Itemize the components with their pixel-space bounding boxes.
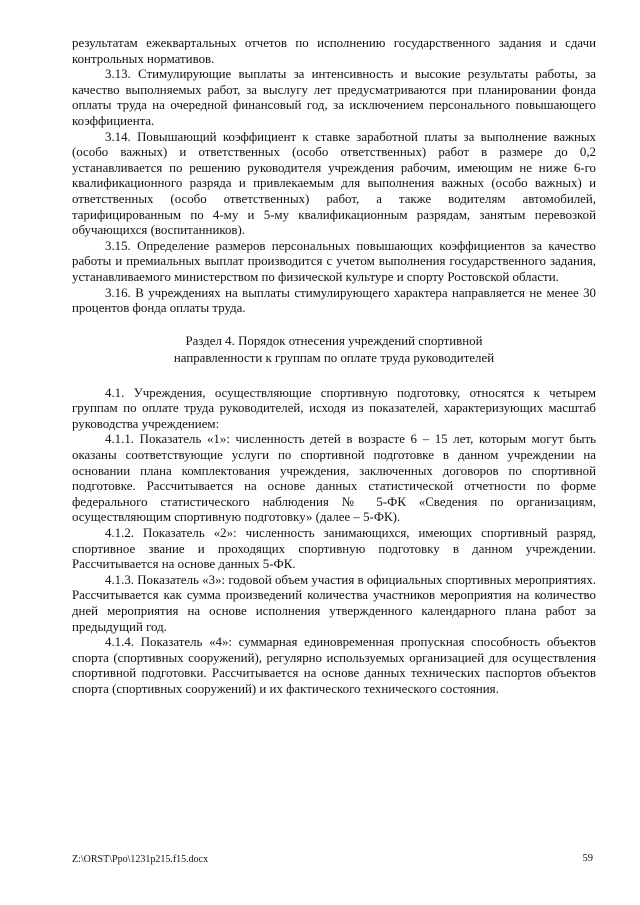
paragraph-4-1-1: 4.1.1. Показатель «1»: численность детей в возрасте 6 – 15 лет, которым могут быть оказаны соответствующие услуги по спортивной подготовке в данном учреждении на основании плана комплектования учреждения, заключенных договоров по спортивной подготовке. Рассчитывается на основе данных статистической отчетности по форме федерального статистического наблюдения № 5-ФК «Сведения по организациям, осуществляющим спортивную подготовку» (далее – 5-ФК). bbox=[72, 432, 596, 525]
paragraph-3-14: 3.14. Повышающий коэффициент к ставке заработной платы за выполнение важных (особо важных) и ответственных (особо ответственных) работ в размере до 0,2 устанавливается по решению руководителя учреждения рабочим, имеющим не ниже 6-го квалификационного разряда и привлекаемым для выполнения важных (особо важных) и ответственных (особо ответственных) работ, а также водителям автомобилей, тарифицированным по 4-му и 5-му квалификационным разрядам, занятым перевозкой обучающихся (воспитанников). bbox=[72, 129, 596, 238]
section-heading-line-2: направленности к группам по оплате труда руководителей bbox=[173, 350, 495, 365]
page-number: 59 bbox=[582, 853, 593, 864]
footer-file-path: Z:\ORST\Ppo\1231p215.f15.docx bbox=[72, 854, 209, 865]
paragraph-3-15: 3.15. Определение размеров персональных повышающих коэффициентов за качество работы и премиальных выплат производится с учетом выполнения государственного задания, устанавливаемого министерством по физической культуре и спорту Ростовской области. bbox=[72, 238, 596, 284]
paragraph-3-16: 3.16. В учреждениях на выплаты стимулирующего характера направляется не менее 30 процентов фонда оплаты труда. bbox=[72, 285, 596, 316]
paragraph-3-13: 3.13. Стимулирующие выплаты за интенсивность и высокие результаты работы, за качество выполняемых работ, за выслугу лет предусматриваются при планировании фонда оплаты труда на очередной финансовый год, за исключением персонального повышающего коэффициента. bbox=[72, 67, 596, 128]
paragraph-4-1: 4.1. Учреждения, осуществляющие спортивную подготовку, относятся к четырем группам по оплате труда руководителей, исходя из показателей, характеризующих масштаб руководства учреждением: bbox=[72, 385, 596, 431]
paragraph-4-1-2: 4.1.2. Показатель «2»: численность занимающихся, имеющих спортивный разряд, спортивное звание и проходящих спортивную подготовку в данном учреждении. Рассчитывается на основе данных 5-ФК. bbox=[72, 526, 596, 572]
section-heading bbox=[72, 333, 596, 367]
document-body bbox=[72, 36, 596, 698]
paragraph-continuation: результатам ежеквартальных отчетов по исполнению государственного задания и сдачи контрольных нормативов. bbox=[72, 36, 596, 66]
paragraph-4-1-3: 4.1.3. Показатель «3»: годовой объем участия в официальных спортивных мероприятиях. Рассчитывается как сумма произведений количества участников мероприятия на количество дней мероприятия на основе исполнения утвержденного календарного плана работ за предыдущий год. bbox=[72, 572, 596, 634]
section-heading-line-1: Раздел 4. Порядок отнесения учреждений спортивной bbox=[185, 333, 483, 348]
paragraph-4-1-4: 4.1.4. Показатель «4»: суммарная единовременная пропускная способность объектов спорта (спортивных сооружений), регулярно используемых организацией для осуществления спортивной подготовки. Рассчитывается на основе данных технических паспортов объектов спорта (спортивных сооружений) и их фактического технического состояния. bbox=[72, 635, 596, 696]
